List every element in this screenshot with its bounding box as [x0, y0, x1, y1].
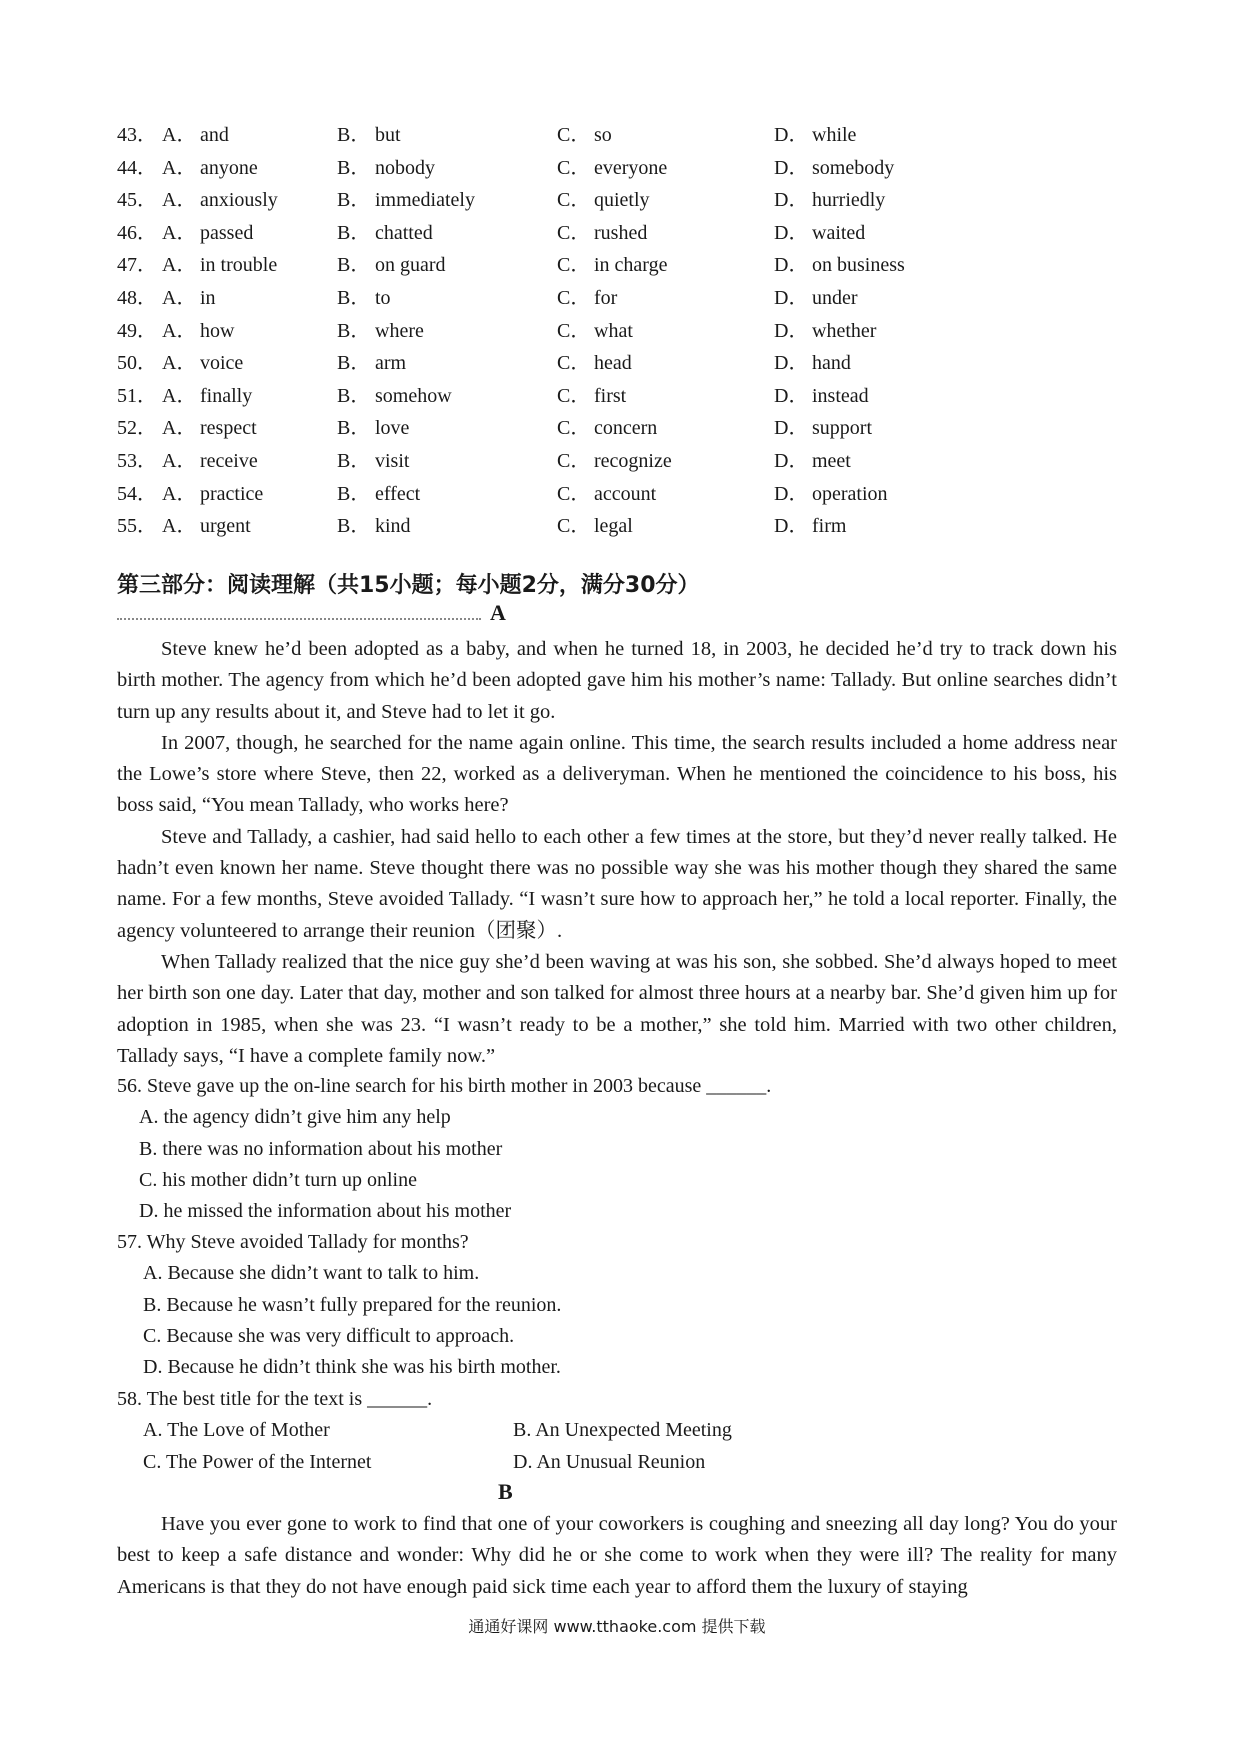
question-number: 45． — [117, 189, 157, 212]
question-number: 53． — [117, 449, 157, 472]
footer-watermark: 通通好课网 www.tthaoke.com 提供下载 — [468, 1617, 766, 1636]
option-row — [117, 510, 1117, 543]
choice-b: B. Because he wasn’t fully prepared for the reunion. — [143, 1293, 562, 1316]
choice-d: D. Because he didn’t think she was his birth mother. — [143, 1356, 561, 1379]
option-letter-a: A． — [162, 254, 197, 277]
option-row — [117, 445, 1117, 478]
choice-d: D. he missed the information about his mother — [139, 1200, 512, 1223]
passage-b — [117, 1509, 1117, 1603]
option-d-text: whether — [812, 319, 877, 342]
option-c-text: so — [594, 124, 612, 146]
question-number: 43． — [117, 124, 157, 146]
option-letter-c: C． — [557, 286, 591, 309]
option-b-text: chatted — [375, 221, 433, 244]
choice-c: C. his mother didn’t turn up online — [139, 1168, 417, 1191]
option-letter-b: B． — [337, 352, 371, 375]
option-letter-a: A． — [162, 384, 197, 407]
option-d-text: operation — [812, 482, 888, 505]
question-number: 49． — [117, 319, 157, 342]
option-letter-b: B． — [337, 482, 371, 505]
option-b-text: immediately — [375, 189, 475, 212]
option-letter-b: B． — [337, 221, 371, 244]
option-row — [117, 380, 1117, 413]
option-letter-b: B． — [337, 319, 371, 342]
option-letter-c: C． — [557, 482, 591, 505]
option-c-text: concern — [594, 417, 658, 440]
paragraph: Steve and Tallady, a cashier, had said hello to each other a few times at the store, but they’d never really talked. He hadn’t even known her name. Steve thought there was no possible way she was his mother though they shared the same name. For a few months, Steve avoided Tallady. “I wasn’t sure how to approach her,” he told a local reporter. Finally, the agency volunteered to arrange their reunion（团聚）. — [117, 825, 1117, 942]
option-d-text: meet — [812, 449, 851, 472]
option-letter-d: D． — [774, 515, 809, 538]
option-b-text: but — [375, 124, 401, 146]
option-b-text: on guard — [375, 254, 446, 277]
option-c-text: first — [594, 384, 627, 407]
option-d-text: hand — [812, 352, 851, 375]
option-letter-a: A． — [162, 417, 197, 440]
option-letter-b: B． — [337, 254, 371, 277]
question-stem: 57. Why Steve avoided Tallady for months? — [117, 1231, 469, 1253]
question-57 — [117, 1227, 1117, 1383]
choice-a: A. Because she didn’t want to talk to him. — [143, 1262, 480, 1285]
option-d-text: hurriedly — [812, 189, 886, 212]
option-letter-d: D． — [774, 319, 809, 342]
option-c-text: for — [594, 286, 618, 309]
paragraph: Steve knew he’d been adopted as a baby, and when he turned 18, in 2003, he decided he’d try to track down his birth mother. The agency from which he’d been adopted gave him his mother’s name: Tallady. But online searches didn’t turn up any results about it, and Steve had to let it go. — [117, 638, 1117, 723]
passage-b-label: B — [498, 1479, 513, 1504]
option-letter-d: D． — [774, 449, 809, 472]
paragraph: When Tallady realized that the nice guy she’d been waving at was his son, she sobbed. She’d always hoped to meet her birth son one day. Later that day, mother and son talked for almost three hours at a nearby bar. She’d given him up for adoption in 1985, when she was 23. “I wasn’t ready to be a mother,” she told him. Married with two other children, Tallady says, “I have a complete family now.” — [117, 950, 1117, 1067]
option-letter-c: C． — [557, 515, 591, 538]
option-row — [117, 184, 1117, 217]
option-letter-b: B． — [337, 384, 371, 407]
option-letter-a: A． — [162, 352, 197, 375]
option-letter-b: B． — [337, 449, 371, 472]
question-number: 44． — [117, 156, 157, 179]
section-title: 第三部分：阅读理解（共15小题；每小题2分，满分30分） — [117, 573, 700, 598]
option-b-text: somehow — [375, 384, 452, 407]
option-a-text: in — [200, 286, 216, 309]
option-c-text: quietly — [594, 189, 650, 212]
option-letter-c: C． — [557, 221, 591, 244]
choice-a: A. the agency didn’t give him any help — [139, 1106, 451, 1129]
dotted-divider — [117, 604, 481, 620]
option-row — [117, 152, 1117, 185]
option-c-text: recognize — [594, 449, 672, 472]
option-letter-d: D． — [774, 254, 809, 277]
option-letter-c: C． — [557, 189, 591, 212]
question-number: 46． — [117, 221, 157, 244]
option-c-text: rushed — [594, 221, 648, 244]
option-b-text: nobody — [375, 156, 435, 179]
option-letter-d: D． — [774, 384, 809, 407]
option-b-text: where — [375, 319, 424, 342]
option-row — [117, 412, 1117, 445]
option-d-text: while — [812, 124, 857, 146]
question-number: 47． — [117, 254, 157, 277]
option-row — [117, 315, 1117, 348]
option-letter-a: A． — [162, 515, 197, 538]
cloze-options-table — [117, 119, 1117, 543]
option-row — [117, 119, 1117, 152]
option-letter-a: A． — [162, 124, 197, 146]
option-letter-a: A． — [162, 319, 197, 342]
option-b-text: to — [375, 286, 391, 309]
option-a-text: practice — [200, 482, 264, 505]
option-letter-a: A． — [162, 189, 197, 212]
option-c-text: legal — [594, 515, 633, 538]
option-letter-d: D． — [774, 221, 809, 244]
option-letter-d: D． — [774, 189, 809, 212]
option-d-text: firm — [812, 515, 847, 538]
option-letter-a: A． — [162, 482, 197, 505]
option-letter-b: B． — [337, 417, 371, 440]
choice-a: A. The Love of Mother — [143, 1419, 330, 1442]
option-letter-d: D． — [774, 482, 809, 505]
option-letter-c: C． — [557, 384, 591, 407]
option-letter-a: A． — [162, 286, 197, 309]
paragraph: In 2007, though, he searched for the name again online. This time, the search results included a home address near the Lowe’s store where Steve, then 22, worked as a deliveryman. When he mentioned the coincidence to his boss, his boss said, “You mean Tallady, who works here? — [117, 731, 1117, 817]
option-a-text: voice — [200, 352, 244, 375]
question-number: 55． — [117, 515, 157, 538]
choice-d: D. An Unusual Reunion — [513, 1450, 706, 1473]
question-58 — [117, 1384, 1117, 1478]
option-letter-b: B． — [337, 189, 371, 212]
option-letter-d: D． — [774, 286, 809, 309]
option-letter-a: A． — [162, 221, 197, 244]
option-letter-d: D． — [774, 124, 809, 146]
option-d-text: somebody — [812, 156, 895, 179]
question-number: 50． — [117, 352, 157, 375]
option-a-text: receive — [200, 449, 258, 472]
option-d-text: waited — [812, 221, 866, 244]
option-a-text: how — [200, 319, 235, 342]
question-number: 48． — [117, 286, 157, 309]
option-b-text: visit — [375, 449, 410, 472]
option-b-text: arm — [375, 352, 407, 375]
option-c-text: in charge — [594, 254, 668, 277]
option-letter-d: D． — [774, 417, 809, 440]
question-number: 54． — [117, 482, 157, 505]
option-row — [117, 249, 1117, 282]
option-a-text: respect — [200, 417, 257, 440]
option-letter-a: A． — [162, 156, 197, 179]
option-a-text: passed — [200, 221, 254, 244]
option-d-text: instead — [812, 384, 869, 407]
question-stem: 58. The best title for the text is ______. — [117, 1388, 433, 1410]
option-c-text: what — [594, 319, 633, 342]
option-letter-b: B． — [337, 156, 371, 179]
option-row — [117, 478, 1117, 511]
option-row — [117, 217, 1117, 250]
option-d-text: support — [812, 417, 872, 440]
choice-b: B. there was no information about his mother — [139, 1137, 503, 1160]
passage-a-label: A — [490, 600, 506, 625]
option-row — [117, 282, 1117, 315]
option-letter-c: C． — [557, 254, 591, 277]
option-letter-c: C． — [557, 156, 591, 179]
choice-c: C. The Power of the Internet — [143, 1450, 372, 1473]
option-letter-c: C． — [557, 124, 591, 146]
question-number: 51． — [117, 384, 157, 407]
option-b-text: love — [375, 417, 410, 440]
option-b-text: kind — [375, 515, 411, 538]
option-letter-b: B． — [337, 515, 371, 538]
option-letter-c: C． — [557, 352, 591, 375]
choice-b: B. An Unexpected Meeting — [513, 1419, 732, 1442]
option-letter-c: C． — [557, 417, 591, 440]
option-letter-a: A． — [162, 449, 197, 472]
option-letter-d: D． — [774, 156, 809, 179]
passage-a — [117, 634, 1117, 1072]
option-a-text: anxiously — [200, 189, 278, 212]
option-a-text: anyone — [200, 156, 258, 179]
option-c-text: head — [594, 352, 632, 375]
paragraph: Have you ever gone to work to find that one of your coworkers is coughing and sneezing all day long? You do your best to keep a safe distance and wonder: Why did he or she come to work when they were ill? The reality for many Americans is that they do not have enough paid sick time each year to afford them the luxury of staying — [117, 1513, 1117, 1598]
option-c-text: everyone — [594, 156, 668, 179]
question-56 — [117, 1071, 1117, 1227]
option-letter-d: D． — [774, 352, 809, 375]
option-letter-c: C． — [557, 449, 591, 472]
option-d-text: on business — [812, 254, 905, 277]
option-letter-c: C． — [557, 319, 591, 342]
choice-c: C. Because she was very difficult to approach. — [143, 1324, 515, 1347]
option-a-text: in trouble — [200, 254, 278, 277]
option-letter-b: B． — [337, 124, 371, 146]
option-b-text: effect — [375, 482, 421, 505]
question-stem: 56. Steve gave up the on-line search for his birth mother in 2003 because ______. — [117, 1075, 772, 1097]
option-a-text: finally — [200, 384, 253, 407]
option-letter-b: B． — [337, 286, 371, 309]
option-row — [117, 347, 1117, 380]
option-d-text: under — [812, 286, 858, 309]
question-number: 52． — [117, 417, 157, 440]
option-a-text: and — [200, 124, 229, 146]
option-c-text: account — [594, 482, 657, 505]
option-a-text: urgent — [200, 515, 251, 538]
